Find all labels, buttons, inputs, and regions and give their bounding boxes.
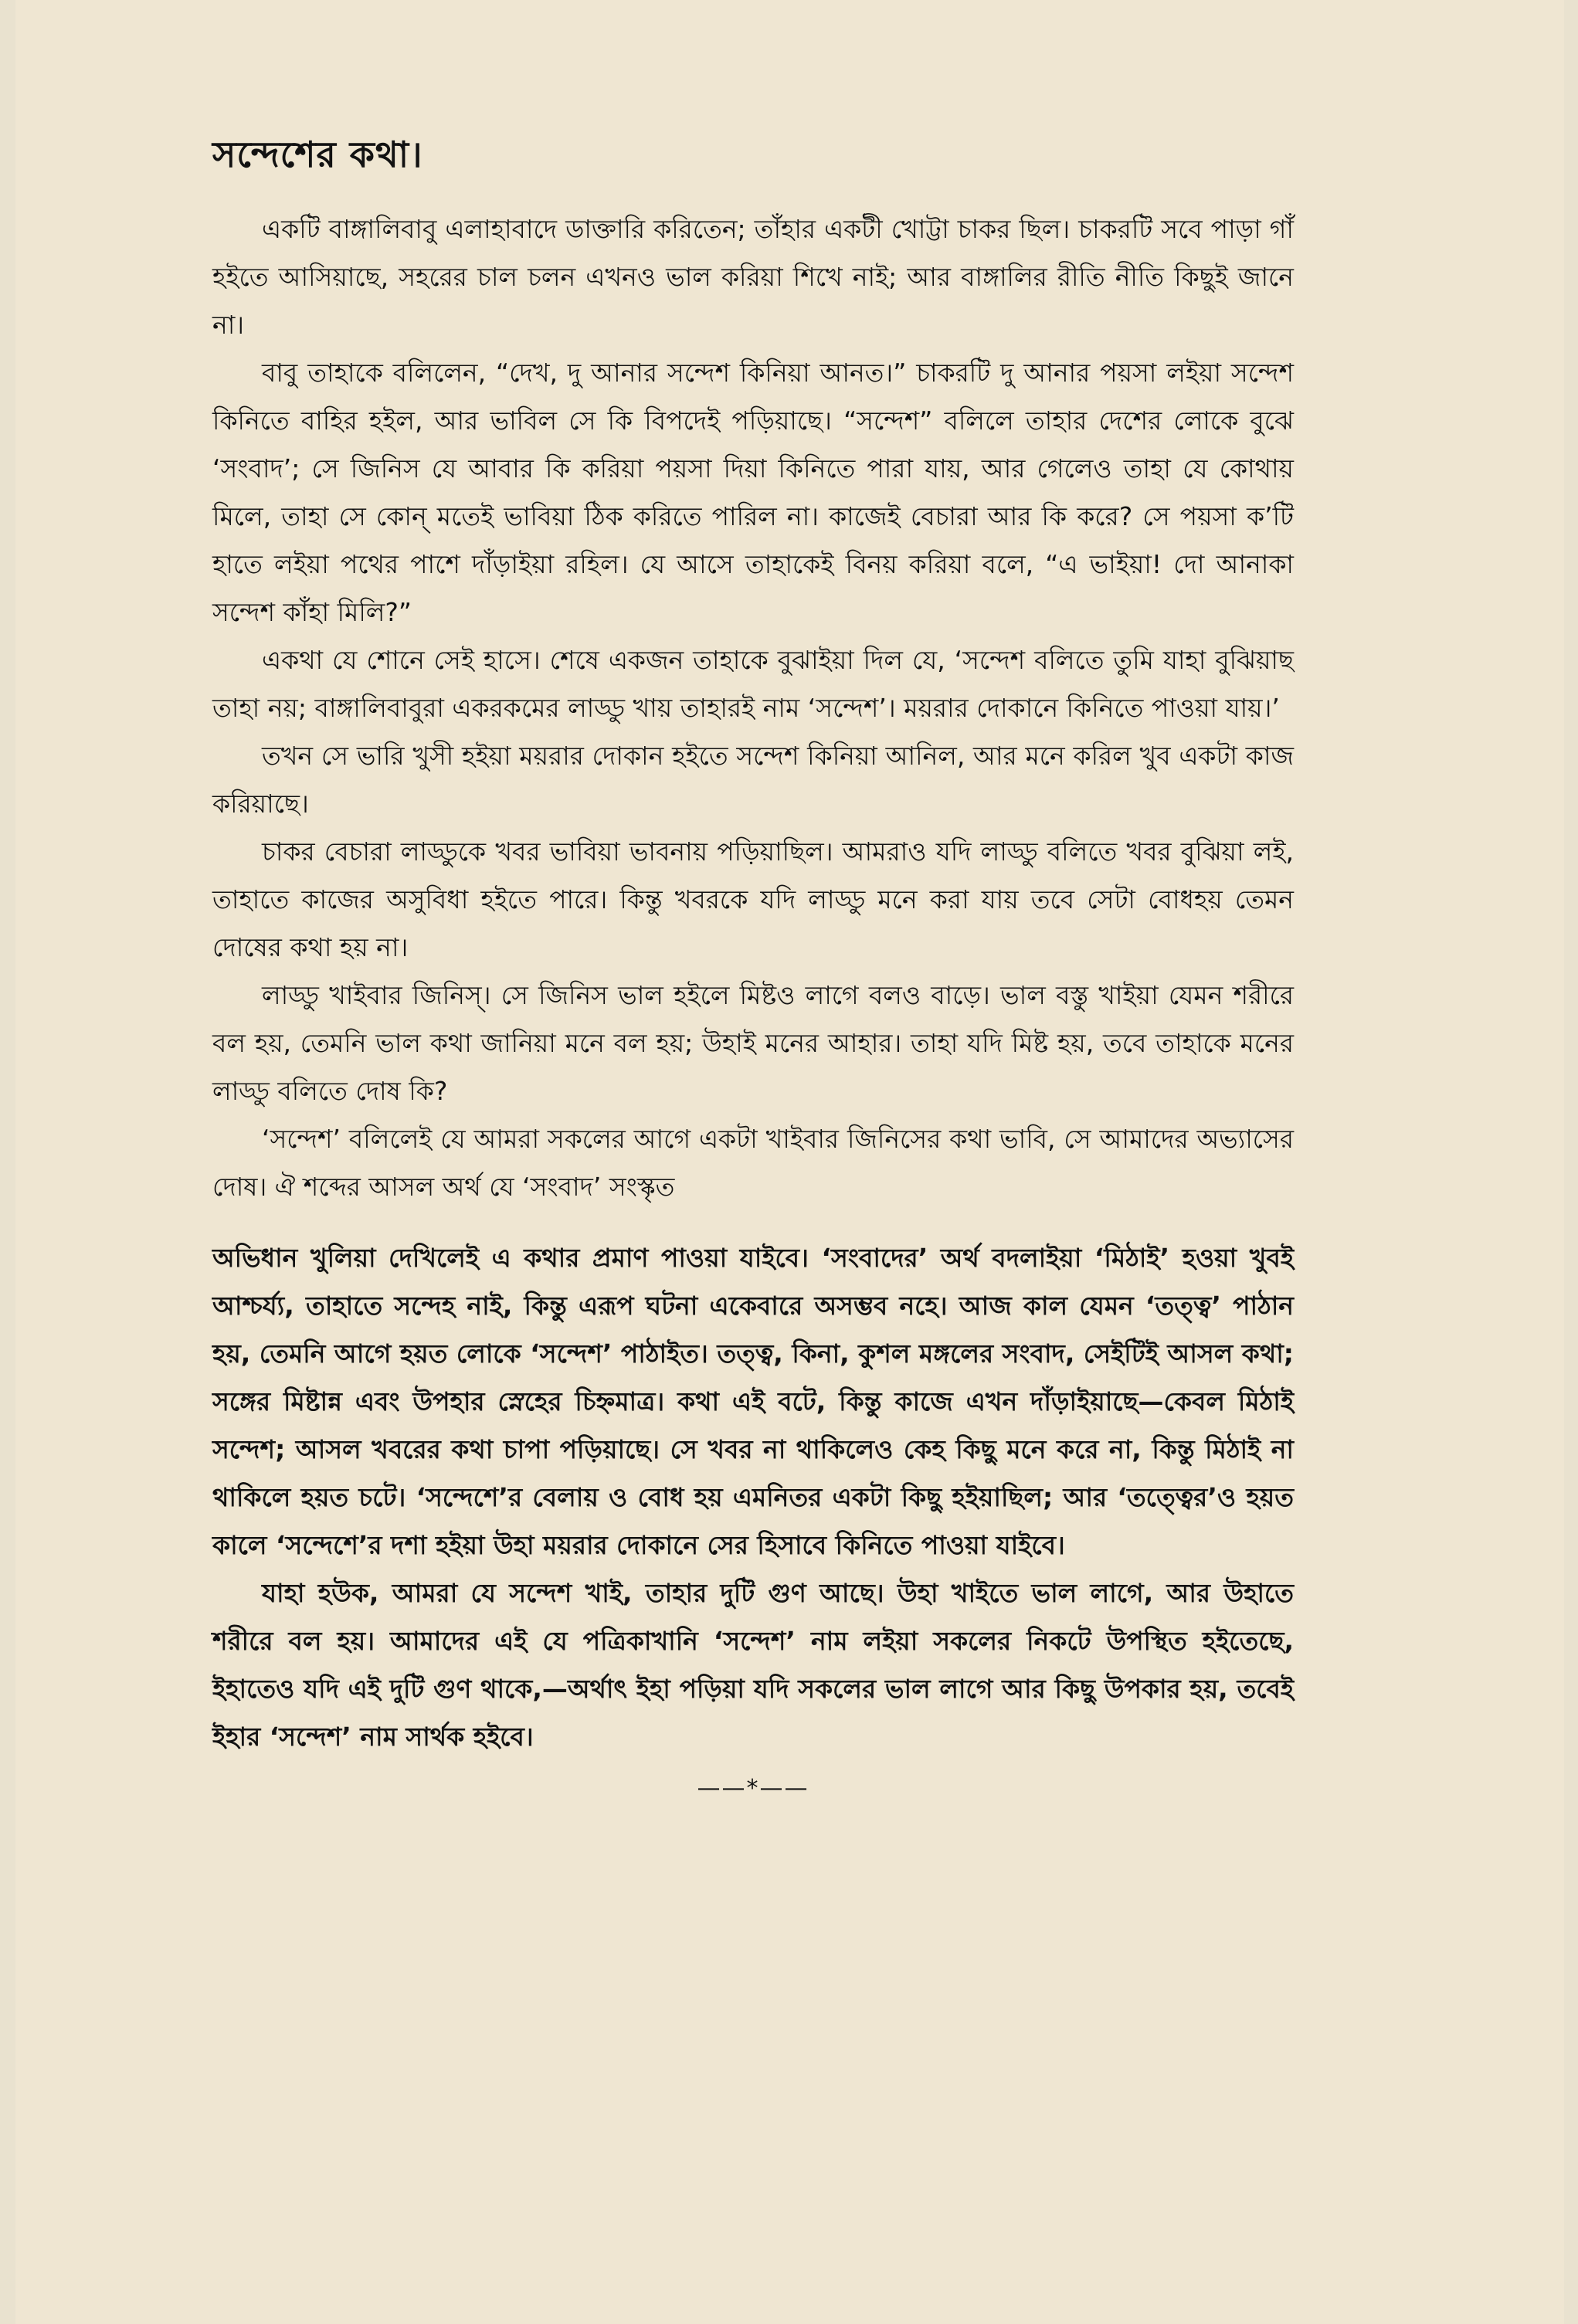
article-body-section-2 bbox=[212, 1234, 1294, 1761]
article-title: সন্দেশের কথা। bbox=[212, 134, 423, 175]
end-ornament: ——*—— bbox=[697, 1775, 809, 1802]
paragraph: একথা যে শোনে সেই হাসে। শেষে একজন তাহাকে বুঝাইয়া দিল যে, ‘সন্দেশ বলিতে তুমি যাহা বুঝিয়াছ তাহা নয়; বাঙ্গালিবাবুরা একরকমের লাড্ডু খায় তাহারই নাম ‘সন্দেশ’। ময়রার দোকানে কিনিতে পাওয়া যায়।’ bbox=[212, 645, 1294, 723]
paragraph: তখন সে ভারি খুসী হইয়া ময়রার দোকান হইতে সন্দেশ কিনিয়া আনিল, আর মনে করিল খুব একটা কাজ করিয়াছে। bbox=[212, 741, 1294, 819]
scan-margin-left bbox=[0, 0, 15, 2324]
paragraph: ‘সন্দেশ’ বলিলেই যে আমরা সকলের আগে একটা খাইবার জিনিসের কথা ভাবি, সে আমাদের অভ্যাসের দোষ। ঐ শব্দের আসল অর্থ যে ‘সংবাদ’ সংস্কৃত bbox=[212, 1124, 1294, 1202]
article-body-section-1 bbox=[212, 205, 1294, 1211]
section-break bbox=[212, 1211, 1294, 1234]
paragraph: চাকর বেচারা লাড্ডুকে খবর ভাবিয়া ভাবনায় পড়িয়াছিল। আমরাও যদি লাড্ডু বলিতে খবর বুঝিয়া লই, তাহাতে কাজের অসুবিধা হইতে পারে। কিন্তু খবরকে যদি লাড্ডু মনে করা যায় তবে সেটা বোধহয় তেমন দোষের কথা হয় না। bbox=[212, 836, 1294, 962]
paragraph: অভিধান খুলিয়া দেখিলেই এ কথার প্রমাণ পাওয়া যাইবে। ‘সংবাদের’ অর্থ বদলাইয়া ‘মিঠাই’ হওয়া খুবই আশ্চর্য্য, তাহাতে সন্দেহ নাই, কিন্তু এরূপ ঘটনা একেবারে অসম্ভব নহে। আজ কাল যেমন ‘তত্ত্ব’ পাঠান হয়, তেমনি আগে হয়ত লোকে ‘সন্দেশ’ পাঠাইত। তত্ত্ব, কিনা, কুশল মঙ্গলের সংবাদ, সেইটিই আসল কথা; সঙ্গের মিষ্টান্ন এবং উপহার স্নেহের চিহ্নমাত্র। কথা এই বটে, কিন্তু কাজে এখন দাঁড়াইয়াছে—কেবল মিঠাই সন্দেশ; আসল খবরের কথা চাপা পড়িয়াছে। সে খবর না থাকিলেও কেহ কিছু মনে করে না, কিন্তু মিঠাই না থাকিলে হয়ত চটে। ‘সন্দেশে’র বেলায় ও বোধ হয় এমনিতর একটা কিছু হইয়াছিল; আর ‘তত্ত্বের’ও হয়ত কালে ‘সন্দেশে’র দশা হইয়া উহা ময়রার দোকানে সের হিসাবে কিনিতে পাওয়া যাইবে। bbox=[212, 1243, 1294, 1560]
document-page bbox=[15, 0, 1564, 2324]
article bbox=[212, 124, 1294, 1812]
scan-margin-right bbox=[1564, 0, 1578, 2324]
paragraph: বাবু তাহাকে বলিলেন, “দেখ, দু আনার সন্দেশ কিনিয়া আনত।” চাকরটি দু আনার পয়সা লইয়া সন্দেশ কিনিতে বাহির হইল, আর ভাবিল সে কি বিপদেই পড়িয়াছে। “সন্দেশ” বলিলে তাহার দেশের লোকে বুঝে ‘সংবাদ’; সে জিনিস যে আবার কি করিয়া পয়সা দিয়া কিনিতে পারা যায়, আর গেলেও তাহা যে কোথায় মিলে, তাহা সে কোন্ মতেই ভাবিয়া ঠিক করিতে পারিল না। কাজেই বেচারা আর কি করে? সে পয়সা ক’টি হাতে লইয়া পথের পাশে দাঁড়াইয়া রহিল। যে আসে তাহাকেই বিনয় করিয়া বলে, “এ ভাইয়া! দো আনাকা সন্দেশ কাঁহা মিলি?” bbox=[212, 358, 1294, 627]
paragraph: যাহা হউক, আমরা যে সন্দেশ খাই, তাহার দুটি গুণ আছে। উহা খাইতে ভাল লাগে, আর উহাতে শরীরে বল হয়। আমাদের এই যে পত্রিকাখানি ‘সন্দেশ’ নাম লইয়া সকলের নিকটে উপস্থিত হইতেছে, ইহাতেও যদি এই দুটি গুণ থাকে,—অর্থাৎ ইহা পড়িয়া যদি সকলের ভাল লাগে আর কিছু উপকার হয়, তবেই ইহার ‘সন্দেশ’ নাম সার্থক হইবে। bbox=[212, 1578, 1294, 1752]
paragraph: একটি বাঙ্গালিবাবু এলাহাবাদে ডাক্তারি করিতেন; তাঁহার একটী খোট্টা চাকর ছিল। চাকরটি সবে পাড়া গাঁ হইতে আসিয়াছে, সহরের চাল চলন এখনও ভাল করিয়া শিখে নাই; আর বাঙ্গালির রীতি নীতি কিছুই জানে না। bbox=[212, 214, 1294, 340]
paragraph: লাড্ডু খাইবার জিনিস্। সে জিনিস ভাল হইলে মিষ্টও লাগে বলও বাড়ে। ভাল বস্তু খাইয়া যেমন শরীরে বল হয়, তেমনি ভাল কথা জানিয়া মনে বল হয়; উহাই মনের আহার। তাহা যদি মিষ্ট হয়, তবে তাহাকে মনের লাড্ডু বলিতে দোষ কি? bbox=[212, 980, 1294, 1106]
